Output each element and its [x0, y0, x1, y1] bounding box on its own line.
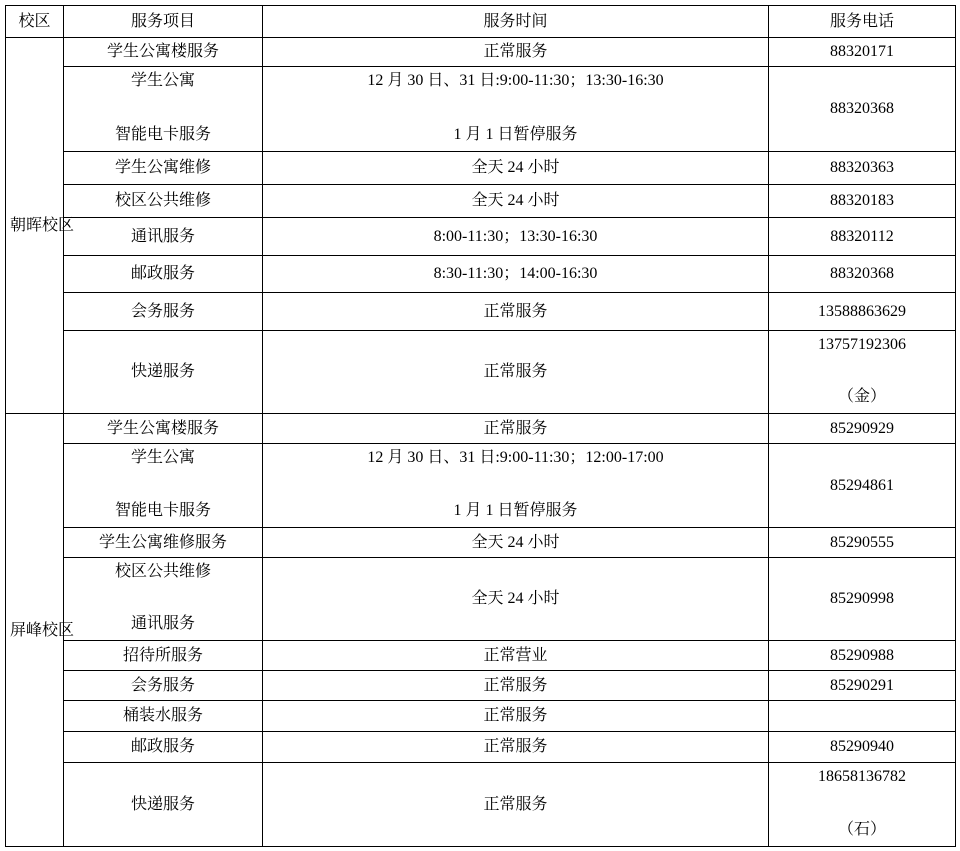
header-item: 服务项目 — [64, 6, 263, 38]
service-item-text: 学生公寓维修服务 — [98, 533, 227, 551]
service-phone-cell — [769, 218, 956, 256]
service-phone-text: 85294861 — [830, 476, 894, 494]
table-row — [6, 641, 956, 671]
service-schedule-table — [5, 5, 956, 847]
service-phone-text: 88320363 — [830, 159, 894, 176]
service-time-cell — [263, 528, 769, 558]
service-time-text: 正常服务 — [483, 795, 548, 813]
service-phone-cell — [769, 732, 956, 763]
table-row — [6, 256, 956, 293]
service-item-text: 快递服务 — [130, 363, 195, 380]
service-time-cell — [263, 256, 769, 293]
header-campus: 校区 — [6, 6, 64, 38]
service-phone-text: 85290929 — [830, 419, 894, 437]
service-item-cell — [64, 293, 263, 331]
service-item-cell — [64, 732, 263, 763]
service-time-text: 1 月 1 日暂停服务 — [453, 502, 578, 519]
service-phone-cell — [769, 641, 956, 671]
service-phone-cell — [769, 256, 956, 293]
table-row — [6, 331, 956, 414]
table-row — [6, 528, 956, 558]
service-time-text: 正常服务 — [483, 676, 548, 694]
service-item-text: 学生公寓楼服务 — [106, 43, 219, 60]
service-phone-cell — [769, 67, 956, 152]
service-item-cell — [64, 528, 263, 558]
service-time-text: 8:30-11:30；14:00-16:30 — [433, 265, 598, 282]
service-phone-cell — [769, 331, 956, 414]
service-item-cell — [64, 185, 263, 218]
service-item-text: 智能电卡服务 — [114, 502, 211, 519]
service-time-cell — [263, 293, 769, 331]
table-row — [6, 701, 956, 732]
service-time-text: 1 月 1 日暂停服务 — [453, 126, 578, 143]
service-item-text: 招待所服务 — [122, 646, 203, 664]
service-time-cell — [263, 763, 769, 847]
service-item-text: 快递服务 — [130, 795, 195, 813]
service-phone-text: 85290555 — [830, 533, 894, 551]
campus-name: 屏峰校区 — [10, 621, 75, 639]
service-time-cell — [263, 641, 769, 671]
service-item-cell — [64, 218, 263, 256]
table-row — [6, 414, 956, 444]
service-time-text: 12 月 30 日、31 日:9:00-11:30；13:30-16:30 — [367, 72, 664, 89]
table-row — [6, 732, 956, 763]
table-row — [6, 558, 956, 641]
service-phone-text: 13588863629 — [818, 302, 906, 320]
service-item-text: 智能电卡服务 — [114, 126, 211, 143]
service-item-text: 学生公寓 — [130, 449, 195, 466]
service-item-cell — [64, 701, 263, 732]
service-time-cell — [263, 185, 769, 218]
service-item-cell — [64, 414, 263, 444]
service-item-text: 桶装水服务 — [122, 707, 203, 724]
service-item-cell — [64, 671, 263, 701]
service-item-cell — [64, 152, 263, 185]
service-phone-cell — [769, 671, 956, 701]
service-time-cell — [263, 152, 769, 185]
service-phone-cell — [769, 152, 956, 185]
service-phone-text: 88320112 — [830, 227, 894, 245]
service-item-text: 学生公寓 — [130, 72, 195, 89]
service-item-cell — [64, 331, 263, 414]
service-time-cell — [263, 701, 769, 732]
service-phone-text: 88320183 — [830, 192, 894, 209]
service-item-cell — [64, 641, 263, 671]
service-item-text: 邮政服务 — [130, 738, 195, 755]
header-row — [6, 6, 956, 38]
service-item-text: 校区公共维修 — [114, 563, 211, 580]
service-time-text: 正常服务 — [483, 302, 548, 320]
service-time-text: 全天 24 小时 — [471, 590, 560, 607]
service-item-cell — [64, 256, 263, 293]
service-item-text: 邮政服务 — [130, 265, 195, 282]
service-time-text: 全天 24 小时 — [471, 159, 560, 176]
service-phone-text: 85290988 — [830, 646, 894, 664]
service-phone-text: 85290940 — [830, 738, 894, 755]
service-item-cell — [64, 67, 263, 152]
service-time-text: 正常服务 — [483, 43, 548, 60]
table-row — [6, 218, 956, 256]
service-phone-cell — [769, 444, 956, 528]
service-time-cell — [263, 732, 769, 763]
service-time-text: 正常服务 — [483, 419, 548, 437]
service-item-text: 会务服务 — [130, 676, 195, 694]
service-item-text: 会务服务 — [130, 302, 195, 320]
service-phone-cell — [769, 528, 956, 558]
service-time-text: 正常服务 — [483, 707, 548, 724]
table-row — [6, 444, 956, 528]
service-time-cell — [263, 444, 769, 528]
service-phone-cell-empty — [769, 701, 956, 732]
campus-cell-zhaohui — [6, 38, 75, 414]
service-item-cell — [64, 444, 263, 528]
service-phone-text: 88320171 — [830, 43, 894, 60]
service-phone-text: 85290291 — [830, 676, 894, 694]
campus-name: 朝晖校区 — [10, 217, 75, 234]
service-time-cell — [263, 67, 769, 152]
table-row — [6, 671, 956, 701]
table-row — [6, 38, 956, 67]
service-phone-text: 88320368 — [830, 100, 894, 117]
service-phone-text: 85290998 — [830, 590, 894, 607]
service-time-text: 正常服务 — [483, 738, 548, 755]
service-time-text: 全天 24 小时 — [471, 192, 560, 209]
service-phone-note: （石） — [837, 821, 886, 838]
service-time-cell — [263, 414, 769, 444]
service-item-text: 通讯服务 — [130, 227, 195, 245]
service-phone-cell — [769, 763, 956, 847]
service-time-cell — [263, 671, 769, 701]
service-phone-note: （金） — [837, 388, 886, 405]
service-time-text: 正常服务 — [483, 363, 548, 380]
campus-cell-pingfeng — [6, 414, 75, 847]
table-row — [6, 67, 956, 152]
service-time-cell — [263, 38, 769, 67]
service-item-text: 学生公寓楼服务 — [106, 419, 219, 437]
service-phone-text: 13757192306 — [818, 336, 906, 353]
table-row — [6, 152, 956, 185]
service-time-cell — [263, 218, 769, 256]
service-item-cell — [64, 38, 263, 67]
header-phone: 服务电话 — [769, 6, 956, 38]
service-item-text: 通讯服务 — [130, 615, 195, 632]
service-phone-cell — [769, 293, 956, 331]
service-item-text: 校区公共维修 — [114, 192, 211, 209]
service-phone-text: 18658136782 — [818, 768, 906, 785]
table-row — [6, 763, 956, 847]
service-time-text: 12 月 30 日、31 日:9:00-11:30；12:00-17:00 — [367, 449, 664, 466]
service-time-text: 正常营业 — [483, 646, 548, 664]
service-phone-cell — [769, 38, 956, 67]
table-row — [6, 185, 956, 218]
header-time: 服务时间 — [263, 6, 769, 38]
service-time-text: 全天 24 小时 — [471, 533, 560, 551]
service-time-text: 8:00-11:30；13:30-16:30 — [433, 227, 598, 245]
service-phone-cell — [769, 414, 956, 444]
service-time-cell — [263, 331, 769, 414]
service-phone-text: 88320368 — [830, 265, 894, 282]
table-row — [6, 293, 956, 331]
service-item-cell — [64, 558, 263, 641]
service-time-cell — [263, 558, 769, 641]
service-phone-cell — [769, 185, 956, 218]
service-phone-cell — [769, 558, 956, 641]
service-item-text: 学生公寓维修 — [114, 159, 211, 176]
service-item-cell — [64, 763, 263, 847]
